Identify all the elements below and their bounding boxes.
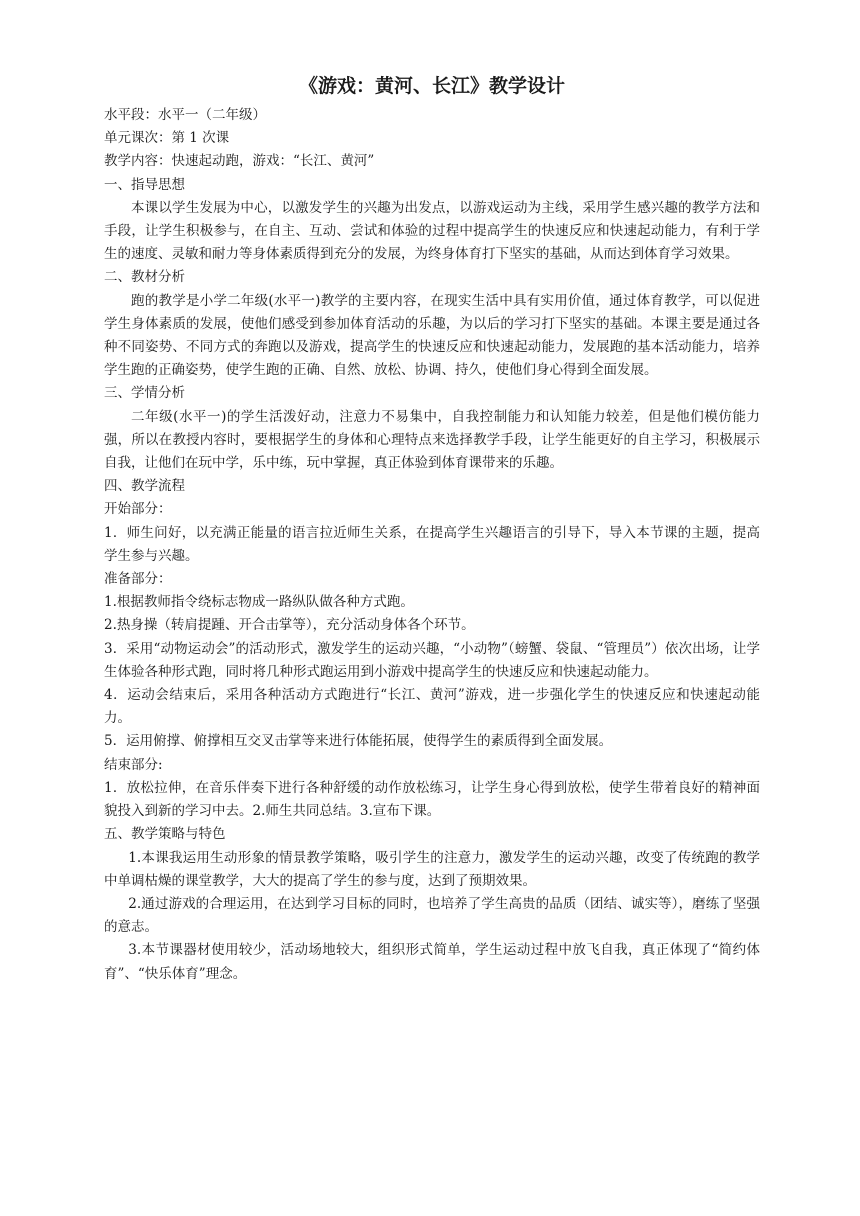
prep-part-item-3: 3．采用“动物运动会”的活动形式，激发学生的运动兴趣，“小动物”（螃蟹、袋鼠、“管理员”）依次出场，让学生体验各种形式跑，同时将几种形式跑运用到小游戏中提高学生的快速反应和快速起动能力。: [104, 640, 760, 680]
meta-level: 水平段：水平一（二年级）: [104, 107, 266, 123]
section-heading-guiding-thought: 一、指导思想: [104, 176, 185, 193]
prep-part-item-1: 1.根据教师指令绕标志物成一路纵队做各种方式跑。: [104, 594, 414, 611]
student-analysis-paragraph: 二年级(水平一)的学生活泼好动，注意力不易集中，自我控制能力和认知能力较差，但是他们模仿能力强，所以在教授内容时，要根据学生的身体和心理特点来选择教学手段，让学生能更好的自主学习，积极展示自我，让他们在玩中学，乐中练，玩中掌握，真正体验到体育课带来的乐趣。: [104, 408, 760, 472]
prep-part-item-4: 4．运动会结束后，采用各种活动方式跑进行“长江、黄河”游戏，进一步强化学生的快速反应和快速起动能力。: [104, 687, 760, 727]
material-analysis-paragraph: 跑的教学是小学二年级(水平一)教学的主要内容，在现实生活中具有实用价值，通过体育教学，可以促进学生身体素质的发展，使他们感受到参加体育活动的乐趣，为以后的学习打下坚实的基础。本课主要是通过各种不同姿势、不同方式的奔跑以及游戏，提高学生的快速反应和快速起动能力，发展跑的基本活动能力，培养学生跑的正确姿势，使学生跑的正确、自然、放松、协调、持久，使他们身心得到全面发展。: [104, 292, 760, 379]
section-heading-material-analysis: 二、教材分析: [104, 269, 185, 286]
strategy-paragraph-2: 2.通过游戏的合理运用，在达到学习目标的同时，也培养了学生高贵的品质（团结、诚实等），磨练了坚强的意志。: [104, 895, 760, 936]
document-title: 《游戏：黄河、长江》教学设计: [298, 75, 565, 97]
section-heading-teaching-process: 四、教学流程: [104, 478, 185, 495]
meta-content: 教学内容：快速起动跑，游戏：“长江、黄河”: [104, 153, 375, 170]
start-part-item-1: 1．师生问好，以充满正能量的语言拉近师生关系，在提高学生兴趣语言的引导下，导入本节课的主题，提高学生参与兴趣。: [104, 524, 760, 564]
prep-part-heading: 准备部分：: [104, 571, 172, 588]
prep-part-item-2: 2.热身操（转肩提踵、开合击掌等），充分活动身体各个环节。: [104, 617, 475, 634]
start-part-heading: 开始部分：: [104, 501, 172, 518]
section-heading-student-analysis: 三、学情分析: [104, 385, 185, 402]
meta-unit: 单元课次：第 1 次课: [104, 130, 230, 147]
document-body: [104, 70, 760, 986]
section-heading-strategy: 五、教学策略与特色: [104, 826, 226, 843]
guiding-thought-paragraph: 本课以学生发展为中心，以激发学生的兴趣为出发点，以游戏运动为主线，采用学生感兴趣的教学方法和手段，让学生积极参与，在自主、互动、尝试和体验的过程中提高学生的快速反应和快速起动能力，有利于学生的速度、灵敏和耐力等身体素质得到充分的发展，为终身体育打下坚实的基础，从而达到体育学习效果。: [104, 199, 760, 263]
prep-part-item-5: 5．运用俯撑、俯撑相互交叉击掌等来进行体能拓展，使得学生的素质得到全面发展。: [104, 733, 613, 750]
strategy-paragraph-3: 3.本节课器材使用较少，活动场地较大，组织形式简单，学生运动过程中放飞自我，真正体现了“简约体育”、“快乐体育”理念。: [104, 942, 760, 982]
end-part-item-1: 1．放松拉伸，在音乐伴奏下进行各种舒缓的动作放松练习，让学生身心得到放松，使学生带着良好的精神面貌投入到新的学习中去。2.师生共同总结。3.宣布下课。: [104, 779, 760, 820]
end-part-heading: 结束部分:: [104, 756, 163, 773]
strategy-paragraph-1: 1.本课我运用生动形象的情景教学策略，吸引学生的注意力，激发学生的运动兴趣，改变了传统跑的教学中单调枯燥的课堂教学，大大的提高了学生的参与度，达到了预期效果。: [104, 849, 760, 889]
